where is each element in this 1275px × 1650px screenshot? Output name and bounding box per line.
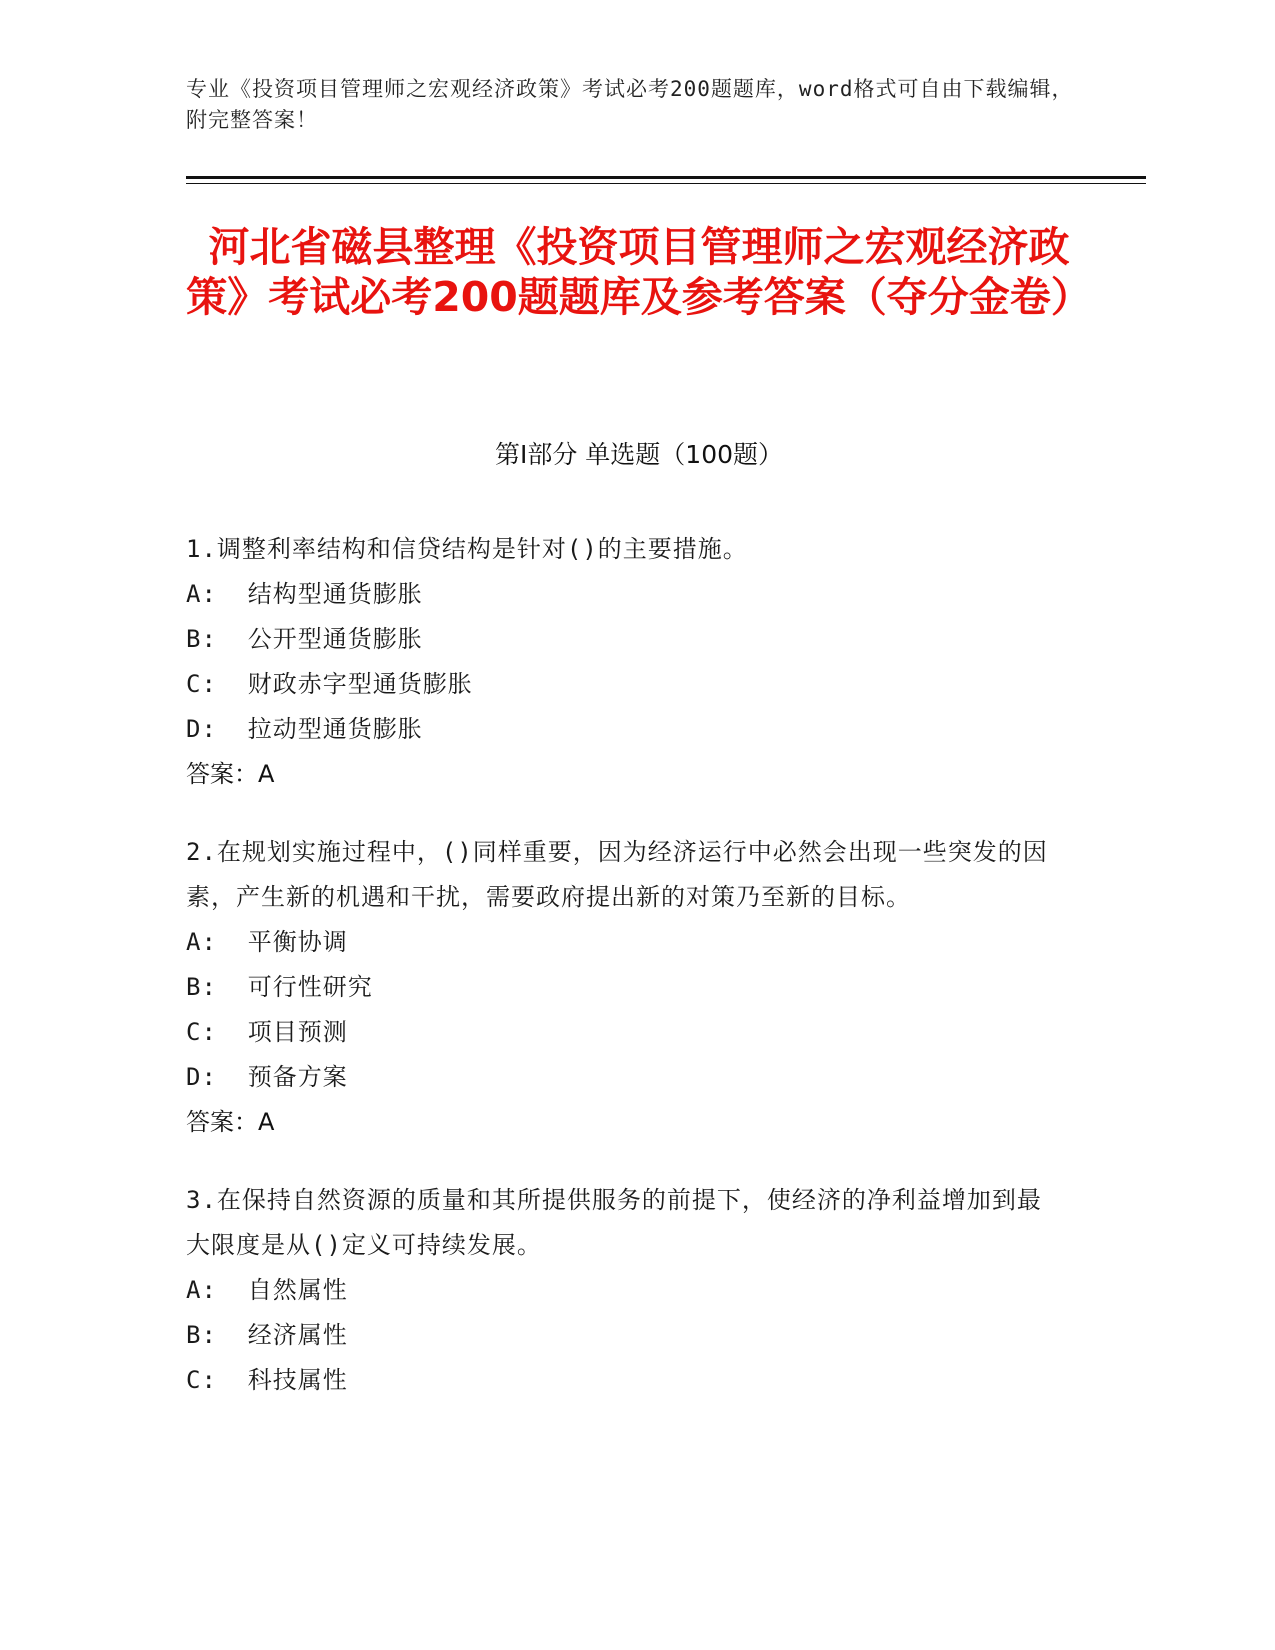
option-b: B: 经济属性 <box>186 1321 348 1349</box>
option-b: B: 可行性研究 <box>186 973 373 1001</box>
question-stem: 3.在保持自然资源的质量和其所提供服务的前提下，使经济的净利益增加到最大限度是从()定义可持续发展。 <box>186 1186 1042 1259</box>
option-b: B: 公开型通货膨胀 <box>186 625 423 653</box>
option-d: D: 预备方案 <box>186 1063 348 1091</box>
answer-line: 答案：A <box>186 1108 275 1136</box>
option-a: A: 结构型通货膨胀 <box>186 580 423 608</box>
option-c: C: 项目预测 <box>186 1018 348 1046</box>
question-2 <box>186 830 1066 1145</box>
question-1 <box>186 527 1066 797</box>
question-3 <box>186 1178 1066 1403</box>
answer-line: 答案：A <box>186 760 275 788</box>
option-a: A: 平衡协调 <box>186 928 348 956</box>
question-list <box>186 527 1066 1436</box>
option-c: C: 科技属性 <box>186 1366 348 1394</box>
document-title: 河北省磁县整理《投资项目管理师之宏观经济政策》考试必考200题题库及参考答案（夺分金卷） <box>186 223 1092 321</box>
header-divider-thin <box>186 183 1146 184</box>
option-d: D: 拉动型通货膨胀 <box>186 715 423 743</box>
section-heading: 第I部分 单选题（100题） <box>494 440 784 469</box>
option-c: C: 财政赤字型通货膨胀 <box>186 670 473 698</box>
header-divider-thick <box>186 176 1146 179</box>
header-note: 专业《投资项目管理师之宏观经济政策》考试必考200题题库，word格式可自由下载编辑，附完整答案！ <box>186 77 1074 132</box>
question-stem: 1.调整利率结构和信贷结构是针对()的主要措施。 <box>186 535 748 563</box>
question-stem: 2.在规划实施过程中，()同样重要，因为经济运行中必然会出现一些突发的因素，产生新的机遇和干扰，需要政府提出新的对策乃至新的目标。 <box>186 838 1048 911</box>
option-a: A: 自然属性 <box>186 1276 348 1304</box>
